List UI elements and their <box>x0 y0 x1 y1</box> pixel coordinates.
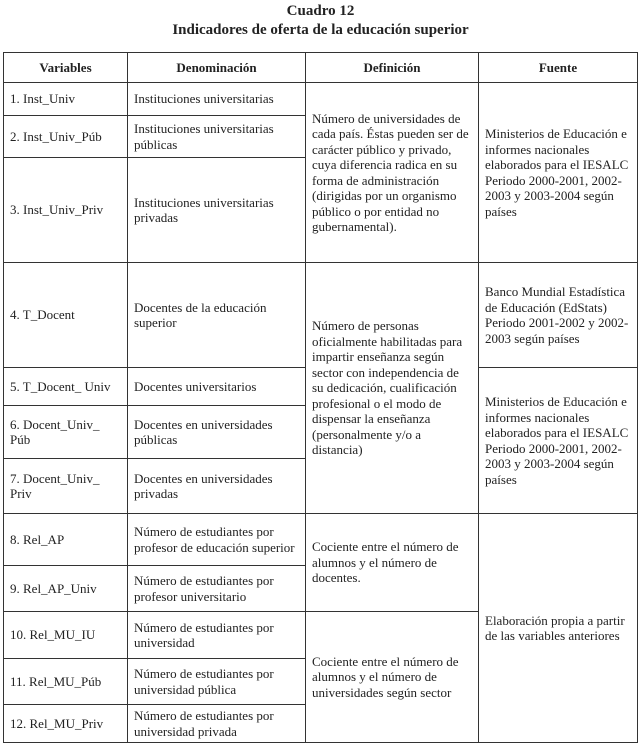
fuente-cell: Ministerios de Educación e informes nacionales elaborados para el IESALC Periodo 2000-2001, 2002-2003 y 2003-2004 según países <box>479 368 638 514</box>
indicators-table <box>3 52 638 743</box>
variable-cell: 9. Rel_AP_Univ <box>4 566 128 612</box>
variable-cell: 5. T_Docent_ Univ <box>4 368 128 406</box>
denominacion-cell: Docentes en universidades privadas <box>128 459 306 514</box>
denominacion-cell: Número de estudiantes por universidad privada <box>128 705 306 743</box>
denominacion-cell: Número de estudiantes por profesor universitario <box>128 566 306 612</box>
table-row <box>4 514 638 566</box>
variable-cell: 12. Rel_MU_Priv <box>4 705 128 743</box>
header-variables: Variables <box>4 53 128 83</box>
variable-cell: 10. Rel_MU_IU <box>4 612 128 659</box>
header-definicion: Definición <box>306 53 479 83</box>
definicion-cell: Número de personas oficialmente habilitadas para impartir enseñanza según sector con independencia de su dedicación, cualificación profesional o el modo de dispensar la enseñanza (personalmente y/o a distancia) <box>306 263 479 514</box>
variable-cell: 7. Docent_Univ_ Priv <box>4 459 128 514</box>
definicion-cell: Cociente entre el número de alumnos y el número de docentes. <box>306 514 479 612</box>
variable-cell: 11. Rel_MU_Púb <box>4 659 128 705</box>
definicion-cell: Cociente entre el número de alumnos y el número de universidades según sector <box>306 612 479 743</box>
denominacion-cell: Instituciones universitarias privadas <box>128 158 306 263</box>
fuente-cell: Banco Mundial Estadística de Educación (EdStats) Periodo 2001-2002 y 2002-2003 según países <box>479 263 638 368</box>
denominacion-cell: Docentes universitarios <box>128 368 306 406</box>
denominacion-cell: Docentes de la educación superior <box>128 263 306 368</box>
denominacion-cell: Instituciones universitarias <box>128 83 306 116</box>
variable-cell: 8. Rel_AP <box>4 514 128 566</box>
variable-cell: 1. Inst_Univ <box>4 83 128 116</box>
table-row <box>4 263 638 368</box>
variable-cell: 6. Docent_Univ_ Púb <box>4 406 128 459</box>
table-number: Cuadro 12 <box>286 3 355 19</box>
header-row <box>4 53 638 83</box>
denominacion-cell: Número de estudiantes por universidad <box>128 612 306 659</box>
table-row <box>4 83 638 116</box>
fuente-cell: Elaboración propia a partir de las variables anteriores <box>479 514 638 743</box>
denominacion-cell: Número de estudiantes por profesor de educación superior <box>128 514 306 566</box>
header-denominacion: Denominación <box>128 53 306 83</box>
denominacion-cell: Instituciones universitarias públicas <box>128 116 306 158</box>
variable-cell: 2. Inst_Univ_Púb <box>4 116 128 158</box>
fuente-cell: Ministerios de Educación e informes nacionales elaborados para el IESALC Periodo 2000-2001, 2002-2003 y 2003-2004 según países <box>479 83 638 263</box>
denominacion-cell: Número de estudiantes por universidad pública <box>128 659 306 705</box>
definicion-cell: Número de universidades de cada país. Éstas pueden ser de carácter público y privado, cuya diferencia radica en su forma de administración (dirigidas por un organismo público o por entidad no gubernamental). <box>306 83 479 263</box>
variable-cell: 4. T_Docent <box>4 263 128 368</box>
table-title: Indicadores de oferta de la educación superior <box>172 22 469 38</box>
variable-cell: 3. Inst_Univ_Priv <box>4 158 128 263</box>
denominacion-cell: Docentes en universidades públicas <box>128 406 306 459</box>
header-fuente: Fuente <box>479 53 638 83</box>
